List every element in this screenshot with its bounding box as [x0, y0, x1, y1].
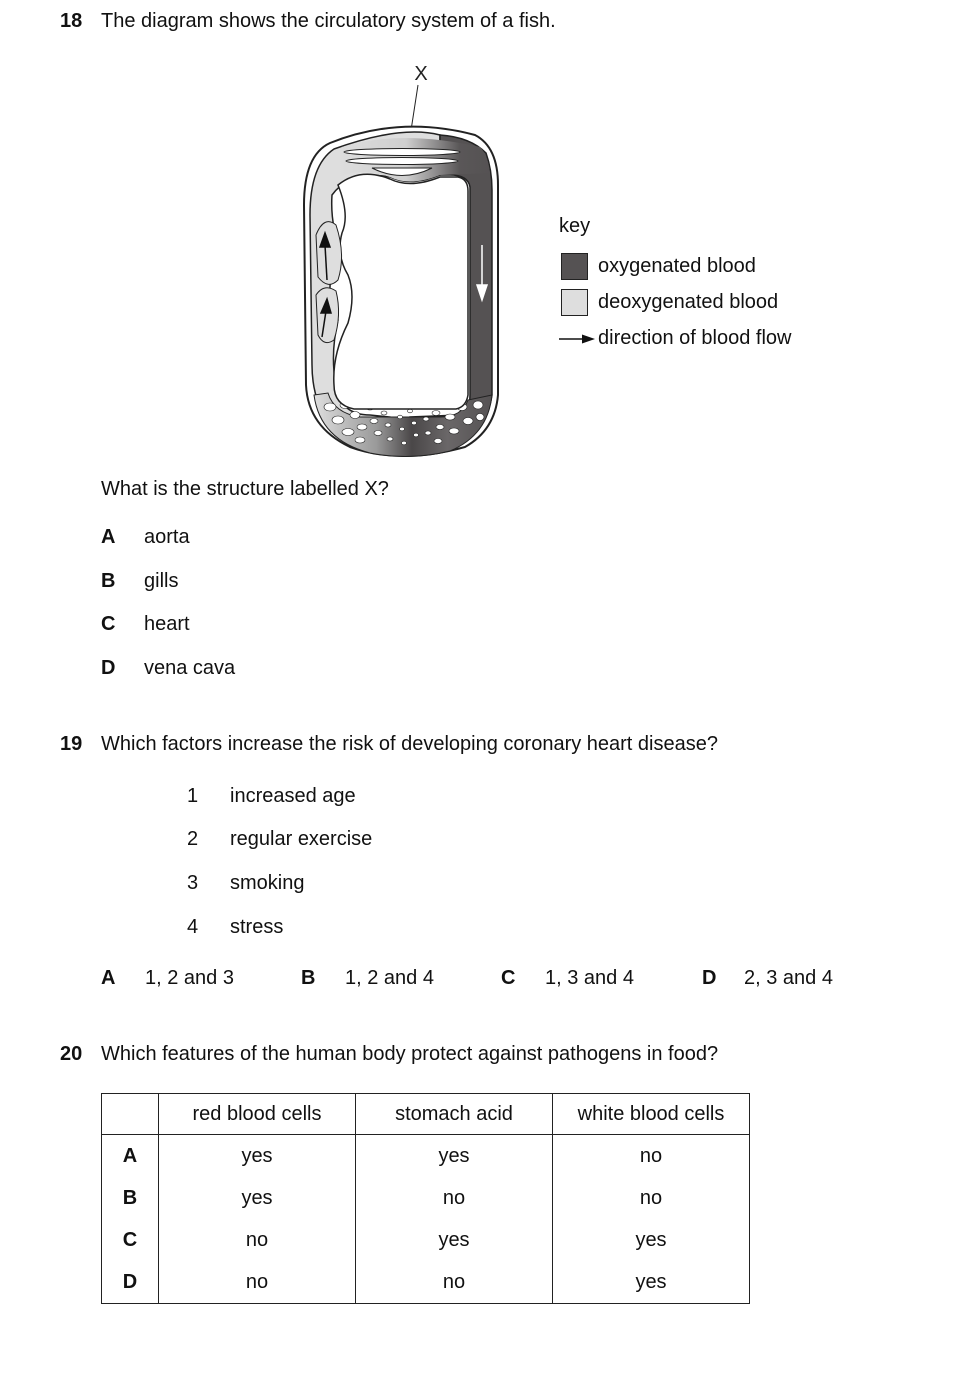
option-letter: C [101, 613, 116, 635]
factor-number: 3 [187, 872, 199, 894]
header-empty [102, 1094, 159, 1135]
question-stem: Which features of the human body protect against pathogens in food? [101, 1043, 719, 1065]
option-text: 1, 3 and 4 [545, 967, 634, 989]
cell: no [553, 1177, 750, 1219]
key-title: key [559, 215, 591, 237]
question-stem: Which factors increase the risk of developing coronary heart disease? [101, 733, 718, 755]
cell: no [356, 1261, 553, 1304]
factor-text: smoking [230, 872, 305, 894]
option-text: aorta [144, 526, 190, 548]
cell: no [159, 1219, 356, 1261]
oxygenated-swatch [561, 253, 588, 280]
row-label: D [102, 1261, 159, 1304]
row-label: A [102, 1135, 159, 1178]
key-label-deoxygenated: deoxygenated blood [598, 291, 779, 313]
cell: yes [356, 1219, 553, 1261]
cell: no [356, 1177, 553, 1219]
option-letter: D [101, 657, 116, 679]
table-row[interactable] [102, 1177, 750, 1219]
option-letter: B [101, 570, 116, 592]
header-red-blood-cells: red blood cells [159, 1094, 356, 1135]
question-prompt: What is the structure labelled X? [101, 478, 389, 500]
cell: yes [553, 1261, 750, 1304]
factor-number: 4 [187, 916, 199, 938]
cell: yes [553, 1219, 750, 1261]
key-label-oxygenated: oxygenated blood [598, 255, 756, 277]
option-text: 1, 2 and 4 [345, 967, 434, 989]
factor-text: regular exercise [230, 828, 373, 850]
table-header-row [102, 1094, 750, 1135]
row-label: C [102, 1219, 159, 1261]
deoxygenated-swatch [561, 289, 588, 316]
cell: yes [159, 1177, 356, 1219]
option-letter: B [301, 967, 316, 989]
cell: no [159, 1261, 356, 1304]
table-row[interactable] [102, 1219, 750, 1261]
option-text: 1, 2 and 3 [145, 967, 234, 989]
option-letter: A [101, 967, 116, 989]
option-text: heart [144, 613, 190, 635]
cell: yes [159, 1135, 356, 1178]
header-white-blood-cells: white blood cells [553, 1094, 750, 1135]
features-table [101, 1093, 750, 1304]
table-row[interactable] [102, 1261, 750, 1304]
key-label-flow: direction of blood flow [598, 327, 792, 349]
option-text: vena cava [144, 657, 236, 679]
fish-circulatory-diagram [290, 55, 520, 465]
row-label: B [102, 1177, 159, 1219]
cell: no [553, 1135, 750, 1178]
factor-text: stress [230, 916, 284, 938]
question-number: 20 [60, 1043, 83, 1065]
question-stem: The diagram shows the circulatory system of a fish. [101, 10, 556, 32]
option-text: gills [144, 570, 179, 592]
option-letter: C [501, 967, 516, 989]
factor-number: 1 [187, 785, 199, 807]
factor-number: 2 [187, 828, 199, 850]
header-stomach-acid: stomach acid [356, 1094, 553, 1135]
label-x: X [414, 63, 428, 85]
factor-text: increased age [230, 785, 356, 807]
option-letter: D [702, 967, 717, 989]
question-number: 18 [60, 10, 83, 32]
cell: yes [356, 1135, 553, 1178]
arrow-right-icon [558, 333, 596, 345]
table-row[interactable] [102, 1135, 750, 1178]
question-number: 19 [60, 733, 83, 755]
option-letter: A [101, 526, 116, 548]
option-text: 2, 3 and 4 [744, 967, 833, 989]
